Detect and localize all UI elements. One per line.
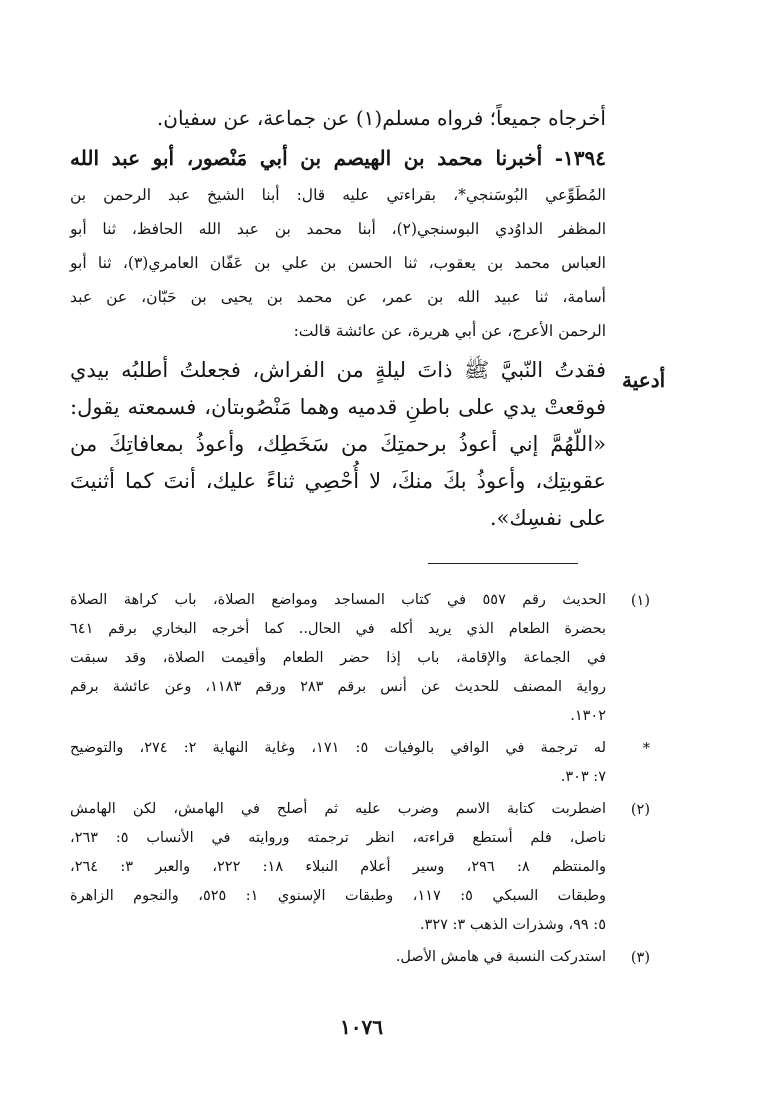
footnote-marker: (٣) (630, 950, 650, 966)
footnote-line: بحضرة الطعام الذي يريد أكله في الحال.. كما أخرجه البخاري برقم ٦٤١ (70, 621, 606, 637)
footnotes (70, 593, 650, 982)
footnote-line: الحديث رقم ٥٥٧ في كتاب المساجد ومواضع الصلاة، باب كراهة الصلاة (70, 592, 606, 608)
footnote-line: اضطربت كتابة الاسم وضرب عليه ثم أصلح في الهامش، لكن الهامش (70, 801, 606, 817)
footnote-marker: (١) (630, 593, 650, 609)
footnote-marker: * (642, 741, 650, 757)
footnote-separator (428, 563, 578, 564)
footnote-line: رواية المصنف للحديث عن أنس برقم ٢٨٣ ورقم ١١٨٣، وعن عائشة برقم (70, 679, 606, 695)
footnote-line: ٧: ٣٠٣. (560, 769, 606, 785)
page-number: ١٠٧٦ (340, 1015, 383, 1039)
hadith-matn (70, 360, 606, 545)
footnote-line: استدركت النسبة في هامش الأصل. (395, 949, 606, 965)
matn-line: «اللّهُمَّ إني أعوذُ برحمتِكَ من سَخَطِك، وأعوذُ بمعافاتِكَ من (70, 432, 606, 456)
footnote-star (70, 741, 650, 799)
isnad-line: أسامة، ثنا عبيد الله بن عمر، عن محمد بن يحيى بن حَبّان، عن عبد (70, 288, 606, 306)
footnote-line: ناصل، فلم أستطع قراءته، انظر ترجمته وروايته في الأنساب ٥: ٢٦٣، (70, 830, 606, 846)
footnote-2 (70, 802, 650, 947)
matn-line: على نفسِك». (489, 506, 606, 530)
footnote-3 (70, 950, 650, 979)
matn-line: عقوبتِك، وأعوذُ بكَ منكَ، لا أُحْصِي ثناءً عليك، أنتَ كما أثنيتَ (70, 469, 606, 493)
footnote-line: ١٣٠٢. (570, 708, 606, 724)
footnote-1 (70, 593, 650, 738)
isnad-line: العباس محمد بن يعقوب، ثنا الحسن بن علي بن عَفّان العامري(٣)، ثنا أبو (70, 254, 606, 272)
footnote-line: له ترجمة في الوافي بالوفيات ٥: ١٧١، وغاية النهاية ٢: ٢٧٤، والتوضيح (70, 740, 607, 756)
hadith-1394 (70, 148, 606, 358)
matn-line: فوقعتْ يدي على باطنِ قدميه وهما مَنْصُوبتان، فسمعته يقول: (70, 395, 606, 419)
previous-hadith-ending (70, 108, 606, 148)
margin-topic-label: أدعية (622, 368, 666, 392)
footnote-line: ٥: ٩٩، وشذرات الذهب ٣: ٣٢٧. (419, 917, 606, 933)
matn-line: فقدتُ النّبيَّ ﷺ ذاتَ ليلةٍ من الفراش، فجعلتُ أطلبُه بيدي (70, 358, 606, 382)
hadith-heading-line: ١٣٩٤- أخبرنا محمد بن الهيصم بن أبي مَنْصور، أبو عبد الله (70, 146, 606, 170)
isnad-line: المظفر الداوُدي البوسنجي(٢)، أبنا محمد بن عبد الله الحافظ، ثنا أبو (70, 220, 606, 238)
footnote-line: والمنتظم ٨: ٢٩٦، وسير أعلام النبلاء ١٨: ٢٢٢، والعبر ٣: ٢٦٤، (70, 859, 607, 875)
hadith-heading-line: المُطَوِّعي البُوسَنجي*، بقراءتي عليه قال: أبنا الشيخ عبد الرحمن بن (70, 186, 606, 204)
footnote-line: في الجماعة والإقامة، باب إذا حضر الطعام وأقيمت الصلاة، وقد سبقت (70, 650, 606, 666)
footnote-line: وطبقات السبكي ٥: ١١٧، وطبقات الإسنوي ١: ٥٢٥، والنجوم الزاهرة (70, 888, 606, 904)
footnote-marker: (٢) (630, 802, 650, 818)
isnad-line: الرحمن الأعرج، عن أبي هريرة، عن عائشة قالت: (293, 322, 606, 340)
text-line: أخرجاه جميعاً؛ فرواه مسلم(١) عن جماعة، عن سفيان. (156, 106, 606, 130)
